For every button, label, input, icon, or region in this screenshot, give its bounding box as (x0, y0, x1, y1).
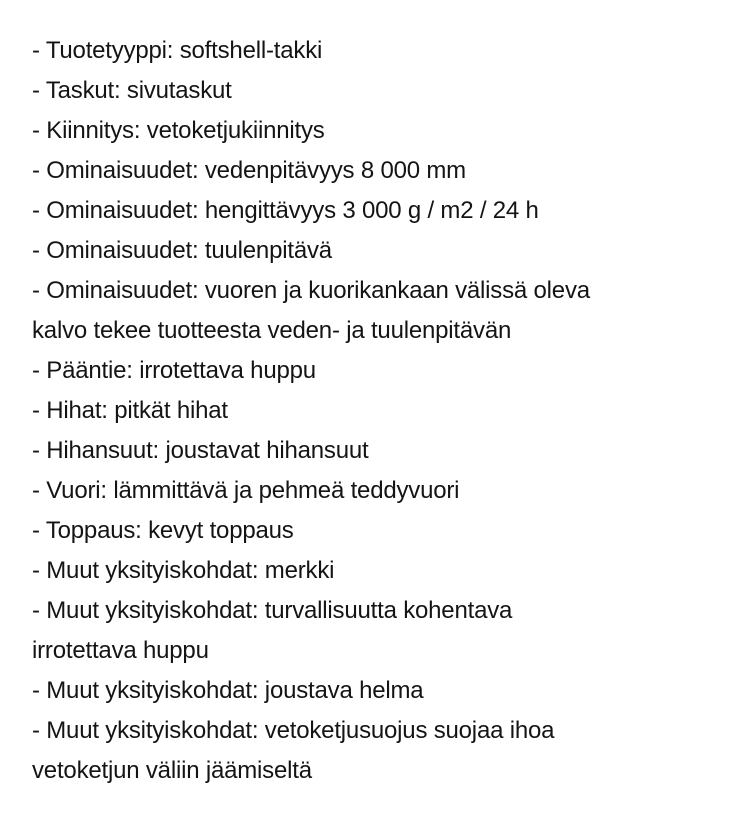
detail-line-breathability: - Ominaisuudet: hengittävyys 3 000 g / m2 / 24 h (32, 197, 539, 224)
detail-line-product-type: - Tuotetyyppi: softshell-takki (32, 37, 323, 64)
detail-line-windproof: - Ominaisuudet: tuulenpitävä (32, 237, 332, 264)
detail-line-other-safety: - Muut yksityiskohdat: turvallisuutta kohentava (32, 597, 513, 624)
detail-line-pockets: - Taskut: sivutaskut (32, 77, 232, 104)
product-details-list (32, 31, 732, 791)
detail-line-other-zip-guard-continued: vetoketjun väliin jäämiseltä (32, 757, 312, 784)
detail-line-other-badge: - Muut yksityiskohdat: merkki (32, 557, 335, 584)
detail-line-other-hem: - Muut yksityiskohdat: joustava helma (32, 677, 424, 704)
detail-line-lining: - Vuori: lämmittävä ja pehmeä teddyvuori (32, 477, 460, 504)
detail-line-other-safety-continued: irrotettava huppu (32, 637, 209, 664)
detail-line-cuffs: - Hihansuut: joustavat hihansuut (32, 437, 369, 464)
detail-line-closure: - Kiinnitys: vetoketjukiinnitys (32, 117, 325, 144)
detail-line-neckline: - Pääntie: irrotettava huppu (32, 357, 316, 384)
detail-line-membrane: - Ominaisuudet: vuoren ja kuorikankaan välissä oleva (32, 277, 590, 304)
detail-line-sleeves: - Hihat: pitkät hihat (32, 397, 228, 424)
detail-line-padding: - Toppaus: kevyt toppaus (32, 517, 294, 544)
detail-line-waterproofness: - Ominaisuudet: vedenpitävyys 8 000 mm (32, 157, 466, 184)
detail-line-other-zip-guard: - Muut yksityiskohdat: vetoketjusuojus suojaa ihoa (32, 717, 555, 744)
detail-line-membrane-continued: kalvo tekee tuotteesta veden- ja tuulenpitävän (32, 317, 512, 344)
